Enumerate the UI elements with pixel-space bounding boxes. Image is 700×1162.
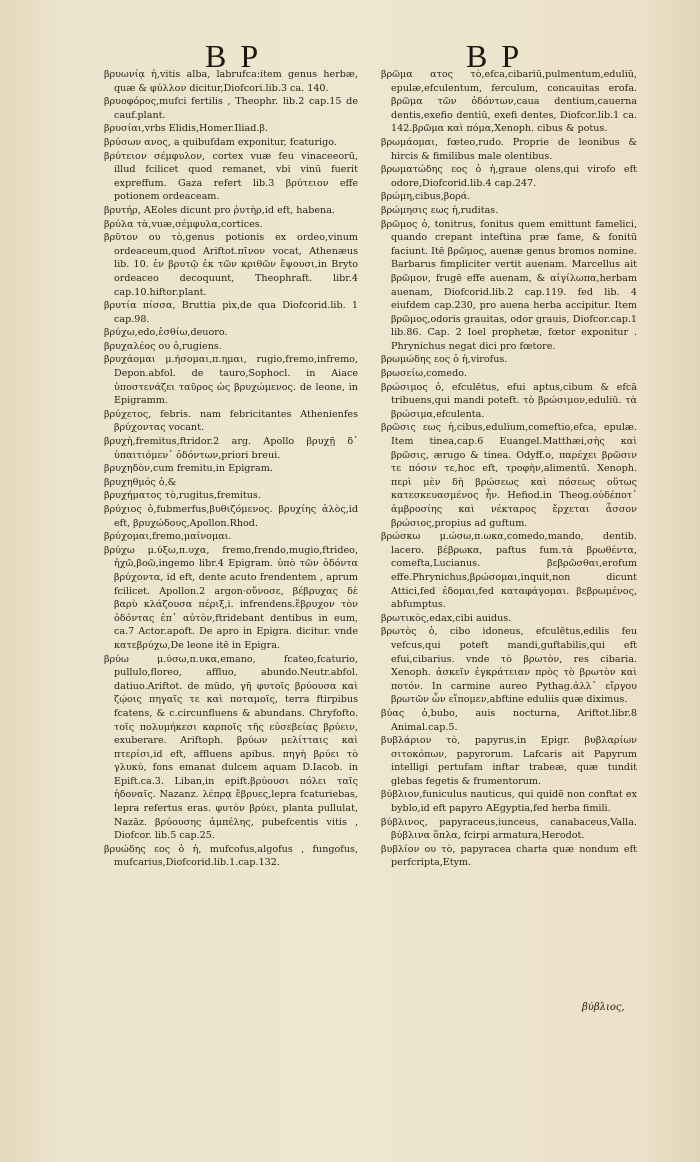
catchword: βύβλιος, — [582, 1002, 625, 1013]
dictionary-entry: βρώμησις εως ἡ,ruditas. — [381, 204, 499, 216]
dictionary-entry: βρῶσις εως ἡ,cibus,edulium,comeftio,efca, epulæ. Item tinea,cap.6 Euangel.Matthæi,σὴς καὶ βρῶσις, ærugo & tinea. Odyff.ο, παρέχει βρῶσιν τε πόσιν τε,hoc eft, τροφὴν,alimentū. Xenoph. περὶ μὲν δὴ βρώσεως καὶ πόσεως οὕτως κατεσκευασμένος ἦν. Hefiod.in Theog.οὐδέποτ᾽ ἀμβροσίης καὶ νέκταρος ἔρχεται ἆσσον βρώσιος,propius ad guftum. — [381, 422, 637, 529]
dictionary-entry: βρωμάομαι, fœteo,rudo. Proprie de leonibus & hircis & fimilibus male olentibus. — [381, 136, 637, 162]
dictionary-entry: βρῶμος ὁ, tonitrus, fonitus quem emittunt famelici, quando crepant inteftina præ fame, & fonitū faciunt. Itē βρῶμος, auenæ genus bromos nomine. Barbarus fimpliciter vertit auenam. Marcellus ait βρῶμον, frugē effe auenam, & αἰγίλωπα,herbam auenam, Diofcorid.lib.2 cap.119. fed lib. 4 eiufdem cap.230, pro auena herba accipitur. Item βρῶμος,odoris grauitas, odor grauis, Diofcor.cap.1 lib.86. Cap. 2 Ioel prophetæ, fœtor exponitur . Phrynichus negat dici pro fœtore. — [381, 218, 637, 352]
dictionary-entry: βρυτήρ, AEoles dicunt pro ῥυτὴρ,id eft, habena. — [104, 204, 335, 216]
right-header-letters: B P — [466, 38, 523, 74]
dictionary-entry: βρύχομαι,fremo,μαίνομαι. — [104, 531, 232, 543]
dictionary-entry: βρυχαλέος ου ὁ,rugiens. — [104, 340, 222, 352]
dictionary-entry: βρώμη,cibus,βορά. — [381, 191, 471, 203]
dictionary-entry: βρωτικὸς,edax,cibi auidus. — [381, 612, 512, 624]
dictionary-entry: βυβλάριον τὸ, papyrus,in Epigr. βυβλαρίων σιτοκόπων, papyrorum. Lafcaris ait Papyrum intelligi pertufam inftar trabeæ, quæ tundit glebas fegetis & frumentorum. — [381, 735, 637, 787]
dictionary-entry: βυβλίον ου τὸ, papyracea charta quæ nondum eft perfcripta,Etym. — [381, 843, 637, 869]
dictionary-entry: βρωματώδης εος ὁ ἡ,graue olens,qui virofo eft odore,Diofcorid.lib.4 cap.247. — [381, 164, 637, 189]
left-header-letters: B P — [205, 38, 262, 74]
dictionary-entry: βρύχω μ.ύξω,π.υχα, fremo,frendo,mugio,ftrideo, ἠχῶ,βοῶ,ingemo libr.4 Epigram. ὑπὸ τῶν ὀδόντα βρύχοντα, id eft, dente acuto frendentem , aprum fcilicet. Apollon.2 argon·οὔνοσε, βέβρυχας δὲ βαρὺ κλάζουσα πέριξ,i. infrendens.ἔβρυχον τὸν ὀδόντας ἐπ᾽ αὐτὸν,ftridebant dentibus in eum, ca.7 Actor.apoft. De apro in Epigra. dicitur. vnde κατεβρύχω,De leone itē in Epigra. — [104, 544, 358, 651]
dictionary-entry: βρώσιμος ὁ, efculētus, efui aptus,cibum & efcā tribuens,qui mandi poteft. τὸ βρώσιμον,eduliū. τὰ βρώσιμα,efculenta. — [381, 381, 637, 420]
dictionary-entry: βρύχω,edo,ἐσθίω,deuoro. — [104, 327, 228, 339]
dictionary-entry: βρύω μ.ύσω,π.υκα,emano, fcateo,fcaturio, pullulo,floreo, affluo, abundo.Neutr.abfol. datiuo.Ariftot. de mūdo, γῆ φυτοῖς βρύουσα καὶ ζῴοις πηγαῖς τε καὶ ποταμοῖς, terra ftirpibus fcatens, & c.circunfluens & abundans. Chryfofto. τοῖς πολυμήκεσι καρποῖς τῆς εὐσεβείας βρύειν, exuberare. Ariftoph. βρύων μελίτταις καὶ πτερίσι,id eft, affluens apibus. πηγὴ βρύει τὸ γλυκύ, fons emanat dulcem aquam D.Iacob. in Epift.ca.3. Liban,in epift.βρύουσι πόλει ταῖς ἡδοναῖς. Nazanz. λέπρᾳ ἔβρυες,lepra fcaturiebas, lepra refertus eras. φυτὸν βρύει, planta pullulat, Nazāz. βρύουσης ἀμπέλης, pubefcentis vitis , Diofcor. lib.5 cap.25. — [104, 653, 358, 842]
dictionary-entry: βρωτὸς ὁ, cibo idoneus, efculētus,edilis feu vefcus,qui poteft mandi,guftabilis,qui eft efui,cibarius. vnde τὸ βρωτὸν, res cibaria. Xenoph. ἀσκεῖν ἐγκράτειαν πρὸς τὸ βρωτὸν καὶ ποτόν. In carmine aureo Pythag.ἀλλ᾽ εἴργου βρωτῶν ὧν εἴπομεν,abftine eduliis quæ diximus. — [381, 626, 637, 706]
dictionary-entry: βρῶμα ατος τὸ,efca,cibariū,pulmentum,eduliū, epulæ,efculentum, ferculum, concauitas erofa. βρῶμα τῶν ὀδόντων,caua dentium,cauerna dentis,exefio dentiū, exefi dentes, Diofcor.lib.1 ca. 142.βρῶμα καὶ πόμα,Xenoph. cibus & potus. — [381, 69, 637, 135]
dictionary-entry: βύας ὁ,bubo, auis nocturna, Ariftot.libr.8 Animal.cap.5. — [381, 707, 637, 733]
left-column — [104, 68, 358, 870]
dictionary-entry: βρῦτον ου τὸ,genus potionis ex ordeo,vinum ordeaceum,quod Ariftot.πῖνον vocat, Athenæus lib. 10. ἐν βρυτῷ ἐκ τῶν κριθῶν ἕψουσι,in Bryto ordeaceo decoquunt, Theophraft. libr.4 cap.10.hiftor.plant. — [104, 232, 358, 298]
dictionary-entry: βρυοφόρος,mufci fertilis , Theophr. lib.2 cap.15 de cauf.plant. — [104, 96, 358, 121]
dictionary-entry: βρυχάομαι μ.ήσομαι,π.ημαι, rugio,fremo,infremo, Depon.abfol. de tauro,Sophocl. in Aiace ὑποστενάζει ταῦρος ὡς βρυχώμενος. de leone, in Epigramm. — [104, 354, 358, 407]
dictionary-entry: βρυωνίᾳ ἡ,vitis alba, labrufca:item genus herbæ, quæ & φύλλον dicitur,Diofcori.lib.3 ca. 140. — [104, 69, 358, 94]
dictionary-entry: βρυσίαι,vrbs Elidis,Homer.Iliad.β. — [104, 123, 268, 135]
dictionary-entry: βρωμώδης εος ὁ ἡ,virofus. — [381, 354, 508, 366]
dictionary-entry: βρύχετος, febris. nam febricitantes Athenienfes βρύχοντας vocant. — [104, 408, 358, 434]
dictionary-entry: βρύσων ανος, a quibufdam exponitur, fcaturigo. — [104, 136, 337, 148]
dictionary-entry: βρυχηδὸν,cum fremitu,in Epigram. — [104, 463, 273, 475]
dictionary-entry: βρύχιος ὁ,fubmerfus,βυθιζόμενος. βρυχίης ἁλὸς,id eft, βρυχώδους,Apollon.Rhod. — [104, 504, 358, 529]
right-column — [381, 68, 637, 870]
dictionary-entry: βρύλα τὰ,vuæ,σέμφυλα,cortices. — [104, 218, 263, 230]
dictionary-entry: βρυχὴ,fremitus,ftridor.2 arg. Apollo βρυχῇ δ᾽ ὑπαιτιόμεν᾽ ὀδόντων,priori breui. — [104, 436, 358, 461]
dictionary-entry: βρυώδης εος ὁ ἡ, mufcofus,algofus , fungofus, mufcarius,Diofcorid.lib.1.cap.132. — [104, 843, 358, 869]
dictionary-entry: βρυχήματος τὸ,rugitus,fremitus. — [104, 490, 261, 502]
dictionary-entry: βρυχηθμός ὁ,& — [104, 476, 177, 488]
dictionary-entry: βύβλινος, papyraceus,iunceus, canabaceus,Valla. βύβλινα ὅπλα, fcirpi armatura,Herodot. — [381, 816, 637, 842]
dictionary-entry: βρύτειον σέμφυλον, cortex vuæ feu vinaceeorū, illud fcilicet quod remanet, vbi vinū fuerit expreffum. Gaza refert lib.3 βρύτειον effe potionem ordeaceam. — [104, 150, 358, 203]
dictionary-entry: βρώσκω μ.ώσω,π.ωκα,comedo,mando, dentib. lacero. βέβρωκα, paftus fum.τὰ βρωθέντα, comefta,Lucianus. βεβρῶσθαι,erofum effe.Phrynichus,βρώσομαι,inquit,non dicunt Attici,fed ἐδομαι,fed καταφάγομαι. βεβρωμένος, abfumptus. — [381, 531, 637, 611]
dictionary-entry: βύβλιον,funiculus nauticus, qui quidē non conftat ex byblo,id eft papyro AEgyptia,fed herba fimili. — [381, 789, 637, 815]
dictionary-entry: βρωσείω,comedo. — [381, 368, 467, 380]
dictionary-entry: βρυτία πίσσα, Bruttia pix,de qua Diofcorid.lib. 1 cap.98. — [104, 300, 358, 325]
